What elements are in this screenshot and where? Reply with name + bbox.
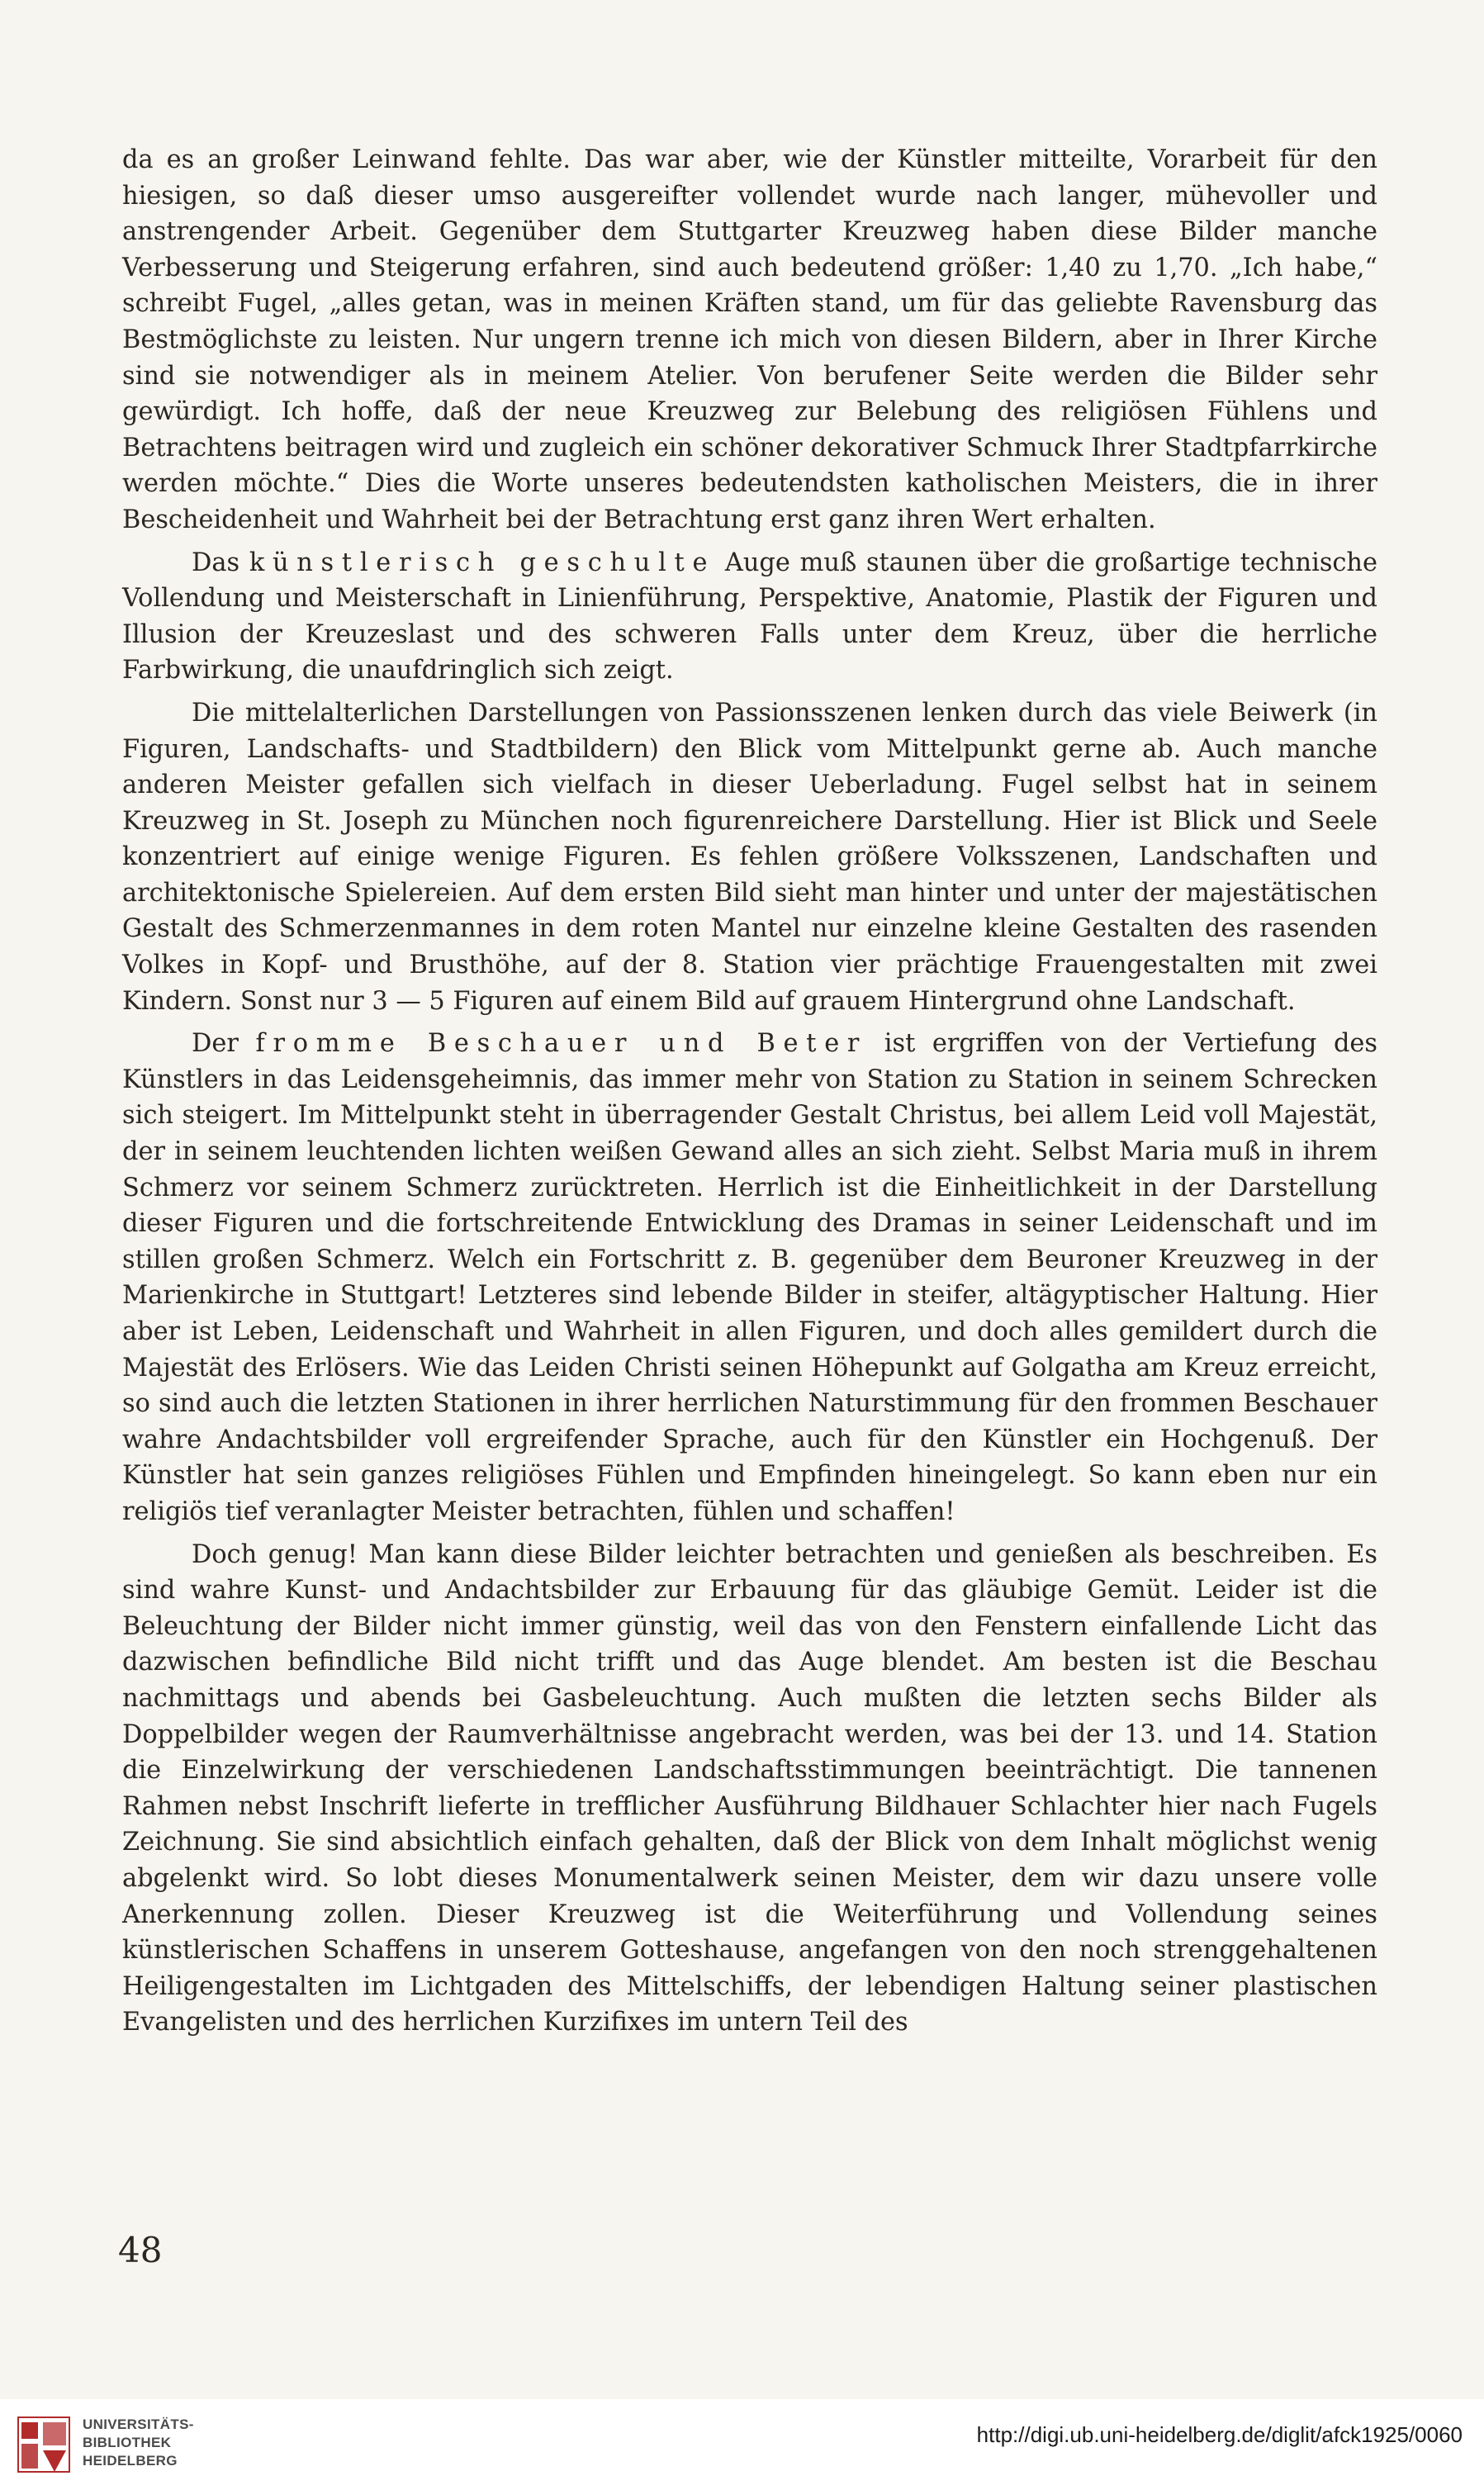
logo-line-3: HEIDELBERG [83,2453,178,2469]
library-seal-icon [15,2414,73,2475]
page-number: 48 [118,2230,163,2270]
source-url-link[interactable]: http://digi.ub.uni-heidelberg.de/diglit/afck1925/0060 [976,2422,1463,2447]
paragraph-3: Die mittelalterlichen Darstellungen von Passionsszenen lenken durch das viele Beiwerk (in Figuren, Landschafts- und Stadtbildern) den Blick vom Mittelpunkt gerne ab. Auch manche anderen Meister gefallen sich vielfach in dieser Ueberladung. Fugel selbst hat in seinem Kreuzweg in St. Joseph zu München noch figurenreichere Darstellung. Hier ist Blick und Seele konzentriert auf einige wenige Figuren. Es fehlen größere Volksszenen, Landschaften und architektonische Spielereien. Auf dem ersten Bild sieht man hinter und unter der majestätischen Gestalt des Schmerzenmannes in dem roten Mantel nur einzelne kleine Gestalten des rasenden Volkes in Kopf- und Brusthöhe, auf der 8. Station vier prächtige Frauengestalten mit zwei Kindern. Sonst nur 3 — 5 Figuren auf einem Bild auf grauem Hintergrund ohne Landschaft. [122,698,1377,1016]
university-library-logo[interactable] [15,2411,197,2480]
paragraph-2-rest: Auge muß staunen über die großartige technische Vollendung und Meisterschaft in Linienführung, Perspektive, Anatomie, Plastik der Figuren und Illusion der Kreuzeslast und des schweren Falls unter dem Kreuz, über die herrliche Farbwirkung, die unaufdringlich sich zeigt. [122,548,1377,685]
paragraph-2-emphasis: künstlerisch geschulte [249,548,716,577]
paragraph-4 [122,1026,1377,1530]
logo-line-2: BIBLIOTHEK [83,2435,172,2450]
paragraph-1: da es an großer Leinwand fehlte. Das war aber, wie der Künstler mitteilte, Vorarbeit für den hiesigen, so daß dieser umso ausgereifter vollendet wurde nach langer, mühevoller und anstrengender Arbeit. Gegenüber dem Stuttgarter Kreuzweg haben diese Bilder manche Verbesserung und Steigerung erfahren, sind auch bedeutend größer: 1,40 zu 1,70. „Ich habe,“ schreibt Fugel, „alles getan, was in meinen Kräften stand, um für das geliebte Ravensburg das Bestmöglichste zu leisten. Nur ungern trenne ich mich von diesen Bildern, aber in Ihrer Kirche sind sie notwendiger als in meinem Atelier. Von berufener Seite werden die Bilder sehr gewürdigt. Ich hoffe, daß der neue Kreuzweg zur Belebung des religiösen Fühlens und Betrachtens beitragen wird und zugleich ein schöner dekorativer Schmuck Ihrer Stadtpfarrkirche werden möchte.“ Dies die Worte unseres bedeutendsten katholischen Meisters, die in ihrer Bescheidenheit und Wahrheit bei der Betrachtung erst ganz ihren Wert erhalten. [122,145,1377,534]
logo-text [83,2416,194,2470]
footer-bar [0,2399,1484,2490]
paragraph-4-rest: ist ergriffen von der Vertiefung des Künstlers in das Leidensgeheimnis, das immer mehr von Station zu Station in seinem Schrecken sich steigert. Im Mittelpunkt steht in überragender Gestalt Christus, bei allem Leid voll Majestät, der in seinem leuchtenden lichten weißen Gewand alles an sich zieht. Selbst Maria muß in ihrem Schmerz vor seinem Schmerz zurücktreten. Herrlich ist die Einheitlichkeit in der Darstellung dieser Figuren und die fortschreitende Entwicklung des Dramas in seiner Leidenschaft und im stillen großen Schmerz. Welch ein Fortschritt z. B. gegenüber dem Beuroner Kreuzweg in der Marienkirche in Stuttgart! Letzteres sind lebende Bilder in steifer, altägyptischer Haltung. Hier aber ist Leben, Leidenschaft und Wahrheit in allen Figuren, und doch alles gemildert durch die Majestät des Erlösers. Wie das Leiden Christi seinen Höhepunkt auf Golgatha am Kreuz erreicht, so sind auch die letzten Stationen in ihrer herrlichen Naturstimmung für den frommen Beschauer wahre Andachtsbilder voll ergreifender Sprache, auch für den Künstler ein Hochgenuß. Der Künstler hat sein ganzes religiöses Fühlen und Empfinden hineingelegt. So kann eben nur ein religiös tief veranlagter Meister betrachten, fühlen und schaffen! [122,1029,1377,1526]
logo-line-1: UNIVERSITÄTS- [83,2416,194,2432]
paragraph-2-lead: Das [192,548,240,577]
paragraph-4-emphasis: fromme Beschauer und Beter [255,1029,868,1059]
paragraph-4-lead: Der [192,1029,239,1059]
paragraph-2 [122,545,1377,689]
body-text [122,142,1377,2047]
paragraph-5: Doch genug! Man kann diese Bilder leichter betrachten und genießen als beschreiben. Es sind wahre Kunst- und Andachtsbilder zur Erbauung für das gläubige Gemüt. Leider ist die Beleuchtung der Bilder nicht immer günstig, weil das von den Fenstern einfallende Licht das dazwischen befindliche Bild nicht trifft und das Auge blendet. Am besten ist die Beschau nachmittags und abends bei Gasbeleuchtung. Auch mußten die letzten sechs Bilder als Doppelbilder wegen der Raumverhältnisse angebracht werden, was bei der 13. und 14. Station die Einzelwirkung der verschiedenen Landschaftsstimmungen beeinträchtigt. Die tannenen Rahmen nebst Inschrift lieferte in trefflicher Ausführung Bildhauer Schlachter hier nach Fugels Zeichnung. Sie sind absichtlich einfach gehalten, daß der Blick von dem Inhalt möglichst wenig abgelenkt wird. So lobt dieses Monumentalwerk seinen Meister, dem wir dazu unsere volle Anerkennung zollen. Dieser Kreuzweg ist die Weiterführung und Vollendung seines künstlerischen Schaffens in unserem Gotteshause, angefangen von den noch strenggehaltenen Heiligengestalten im Lichtgaden des Mittelschiffs, der lebendigen Haltung seiner plastischen Evangelisten und des herrlichen Kurzifixes im untern Teil des [122,1539,1377,2037]
